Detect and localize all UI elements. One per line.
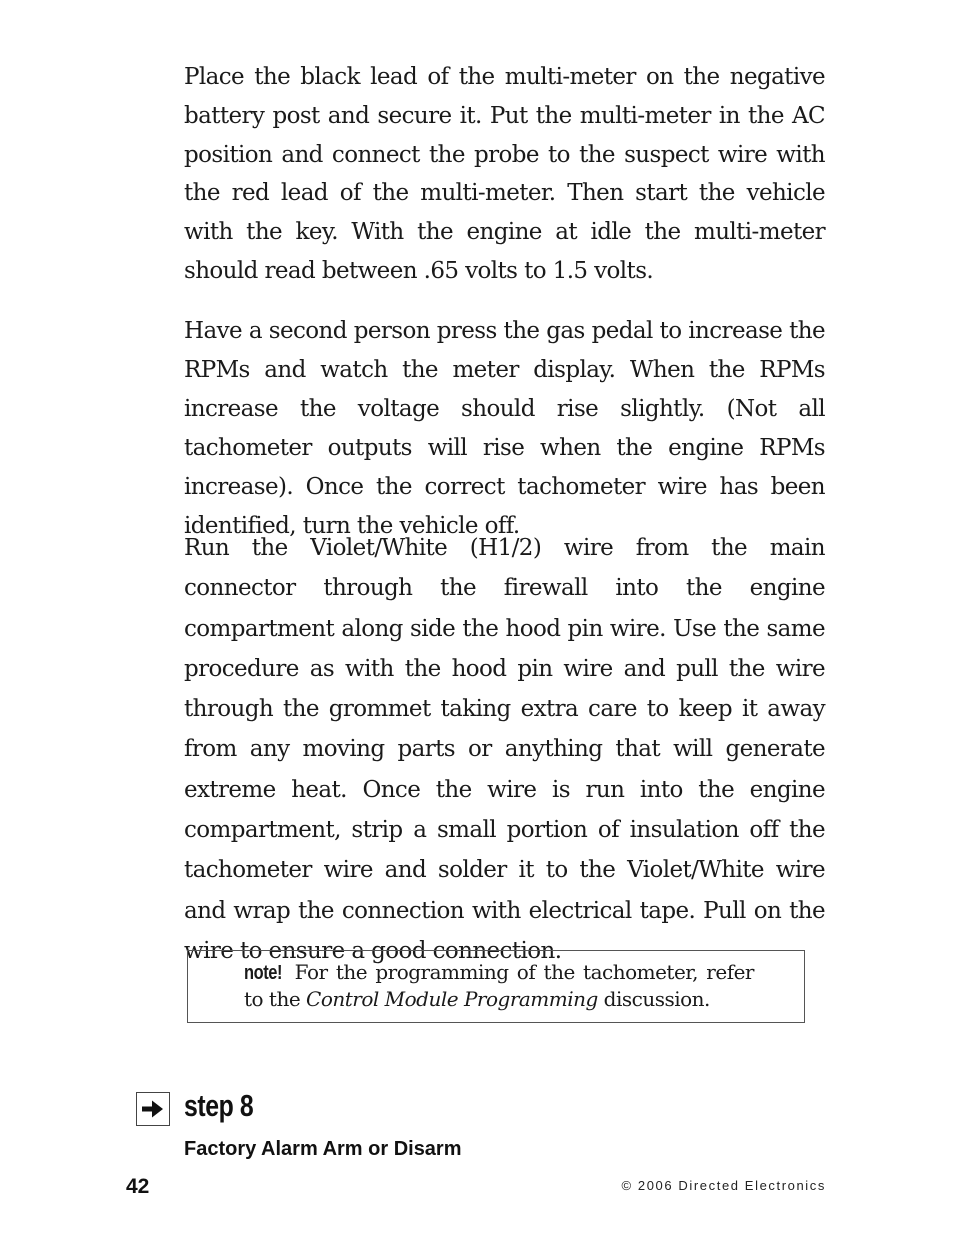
note-text-after: discussion. bbox=[597, 987, 710, 1011]
note-label: note! bbox=[244, 962, 283, 984]
note-text bbox=[244, 959, 754, 1012]
note-text-before: For the programming of the tachometer, refer to the bbox=[244, 960, 754, 1011]
note-emphasis: Control Module Programming bbox=[306, 987, 598, 1011]
paragraph-wire-routing: Run the Violet/White (H1/2) wire from the main connector through the firewall into the engine compartment along side the hood pin wire. Use the same procedure as with the hood pin wire and pull the wire through the grommet taking extra care to keep it away from any moving parts or anything that will generate extreme heat. Once the wire is run into the engine compartment, strip a small portion of insulation off the tachometer wire and solder it to the Violet/White wire and wrap the connection with electrical tape. Pull on the wire to ensure a good connection. bbox=[184, 535, 825, 964]
step-title: step 8 bbox=[184, 1088, 254, 1123]
copyright-notice: © 2006 Directed Electronics bbox=[621, 1178, 826, 1193]
step-arrow-box bbox=[136, 1092, 170, 1126]
paragraph-multimeter-test: Place the black lead of the multi-meter on the negative battery post and secure it. Put the multi-meter in the AC position and connect the probe to the suspect wire with the red lead of the multi-meter. Then start the vehicle with the key. With the engine at idle the multi-meter should read between .65 volts to 1.5 volts. bbox=[184, 64, 825, 284]
page-number: 42 bbox=[126, 1175, 150, 1198]
paragraph-rpm-check: Have a second person press the gas pedal to increase the RPMs and watch the meter display. When the RPMs increase the voltage should rise slightly. (Not all tachometer outputs will rise when the engine RPMs increase). Once the correct tachometer wire has been identified, turn the vehicle off. bbox=[184, 318, 825, 539]
step-subtitle: Factory Alarm Arm or Disarm bbox=[184, 1138, 462, 1160]
note-box bbox=[187, 950, 805, 1023]
arrow-right-icon bbox=[141, 1099, 165, 1119]
